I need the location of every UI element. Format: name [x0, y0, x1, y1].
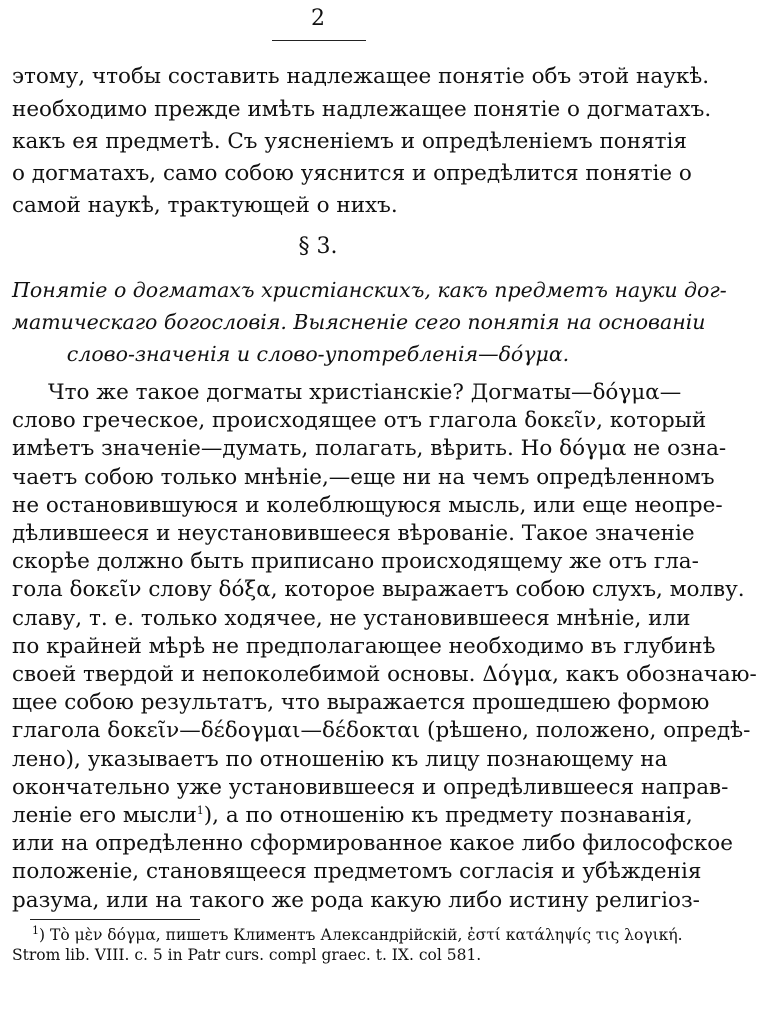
- text-line: глагола δοκεῖν—δέδογμαι—δέδοκται (рѣшено, положено, опредѣ-: [12, 718, 751, 744]
- header-rule: [272, 40, 366, 41]
- section-title-line: матическаго богословія. Выясненіе сего понятія на основаніи: [12, 310, 706, 334]
- footnote-line: Strom lib. VIII. c. 5 in Patr curs. compl graec. t. IX. col 581.: [12, 945, 482, 964]
- text-line: по крайней мѣрѣ не предполагающее необходимо въ глубинѣ: [12, 633, 716, 659]
- text-line-with-footnote: [12, 801, 693, 831]
- text-line: разума, или на такого же рода какую либо истину религіоз-: [12, 887, 700, 913]
- footnote-marker: 1: [196, 803, 204, 817]
- text-line: щее собою результатъ, что выражается прошедшею формою: [12, 690, 710, 716]
- text-line: чаетъ собою только мнѣніе,—еще ни на чемъ опредѣленномъ: [12, 464, 715, 490]
- text-line: положеніе, становящееся предметомъ согласія и убѣжденія: [12, 859, 702, 885]
- text-segment: ), а по отношенію къ предмету познаванія,: [203, 803, 693, 828]
- section-title-line: Понятіе о догматахъ христіанскихъ, какъ предметъ науки дог-: [12, 278, 727, 302]
- text-line: скорѣе должно быть приписано происходящему же отъ гла-: [12, 549, 699, 575]
- footnote-marker: 1: [32, 923, 39, 937]
- text-line: имѣетъ значеніе—думать, полагать, вѣрить. Но δόγμα не озна-: [12, 436, 727, 462]
- text-line: какъ ея предметѣ. Съ уясненіемъ и опредѣленіемъ понятія: [12, 129, 687, 154]
- text-line: не остановившуюся и колеблющуюся мысль, или еще неопре-: [12, 492, 723, 518]
- footnote-ref: [197, 801, 693, 831]
- footnote-line: [12, 923, 683, 946]
- footnote-rule: [30, 919, 200, 920]
- text-line: этому, чтобы составить надлежащее понятіе объ этой наукѣ.: [12, 64, 710, 89]
- text-line: о догматахъ, само собою уяснится и опредѣлится понятіе о: [12, 161, 692, 186]
- text-line: лено), указываетъ по отношенію къ лицу познающему на: [12, 746, 668, 772]
- text-line: славу, т. е. только ходячее, не установившееся мнѣніе, или: [12, 605, 691, 631]
- text-line: или на опредѣленно сформированное какое либо философское: [12, 831, 733, 857]
- text-line: самой наукѣ, трактующей о нихъ.: [12, 193, 398, 218]
- section-heading: § 3.: [298, 234, 338, 259]
- footnote-text: ) Τὸ μὲν δόγμα, пишетъ Климентъ Александрійскій, ἐστί κατάληψίς τις λογική.: [39, 925, 683, 944]
- text-line: гола δοκεῖν слову δόξα, которое выражаетъ собою слухъ, молву.: [12, 577, 745, 603]
- text-line: Что же такое догматы христіанскіе? Догматы—δόγμα—: [48, 380, 682, 405]
- page-number: 2: [311, 6, 325, 31]
- text-line: слово греческое, происходящее отъ глагола δοκεῖν, который: [12, 408, 707, 434]
- text-line: окончательно уже установившееся и опредѣлившееся направ-: [12, 774, 729, 800]
- text-segment: леніе его мысли: [12, 803, 197, 828]
- text-line: своей твердой и непоколебимой основы. Δόγμα, какъ обозначаю-: [12, 662, 757, 687]
- section-title-line: слово-значенія и слово-употребленія—δόγμα.: [66, 342, 570, 366]
- text-line: дѣлившееся и неустановившееся вѣрованіе. Такое значеніе: [12, 521, 695, 546]
- text-line: необходимо прежде имѣть надлежащее понятіе о догматахъ.: [12, 97, 712, 122]
